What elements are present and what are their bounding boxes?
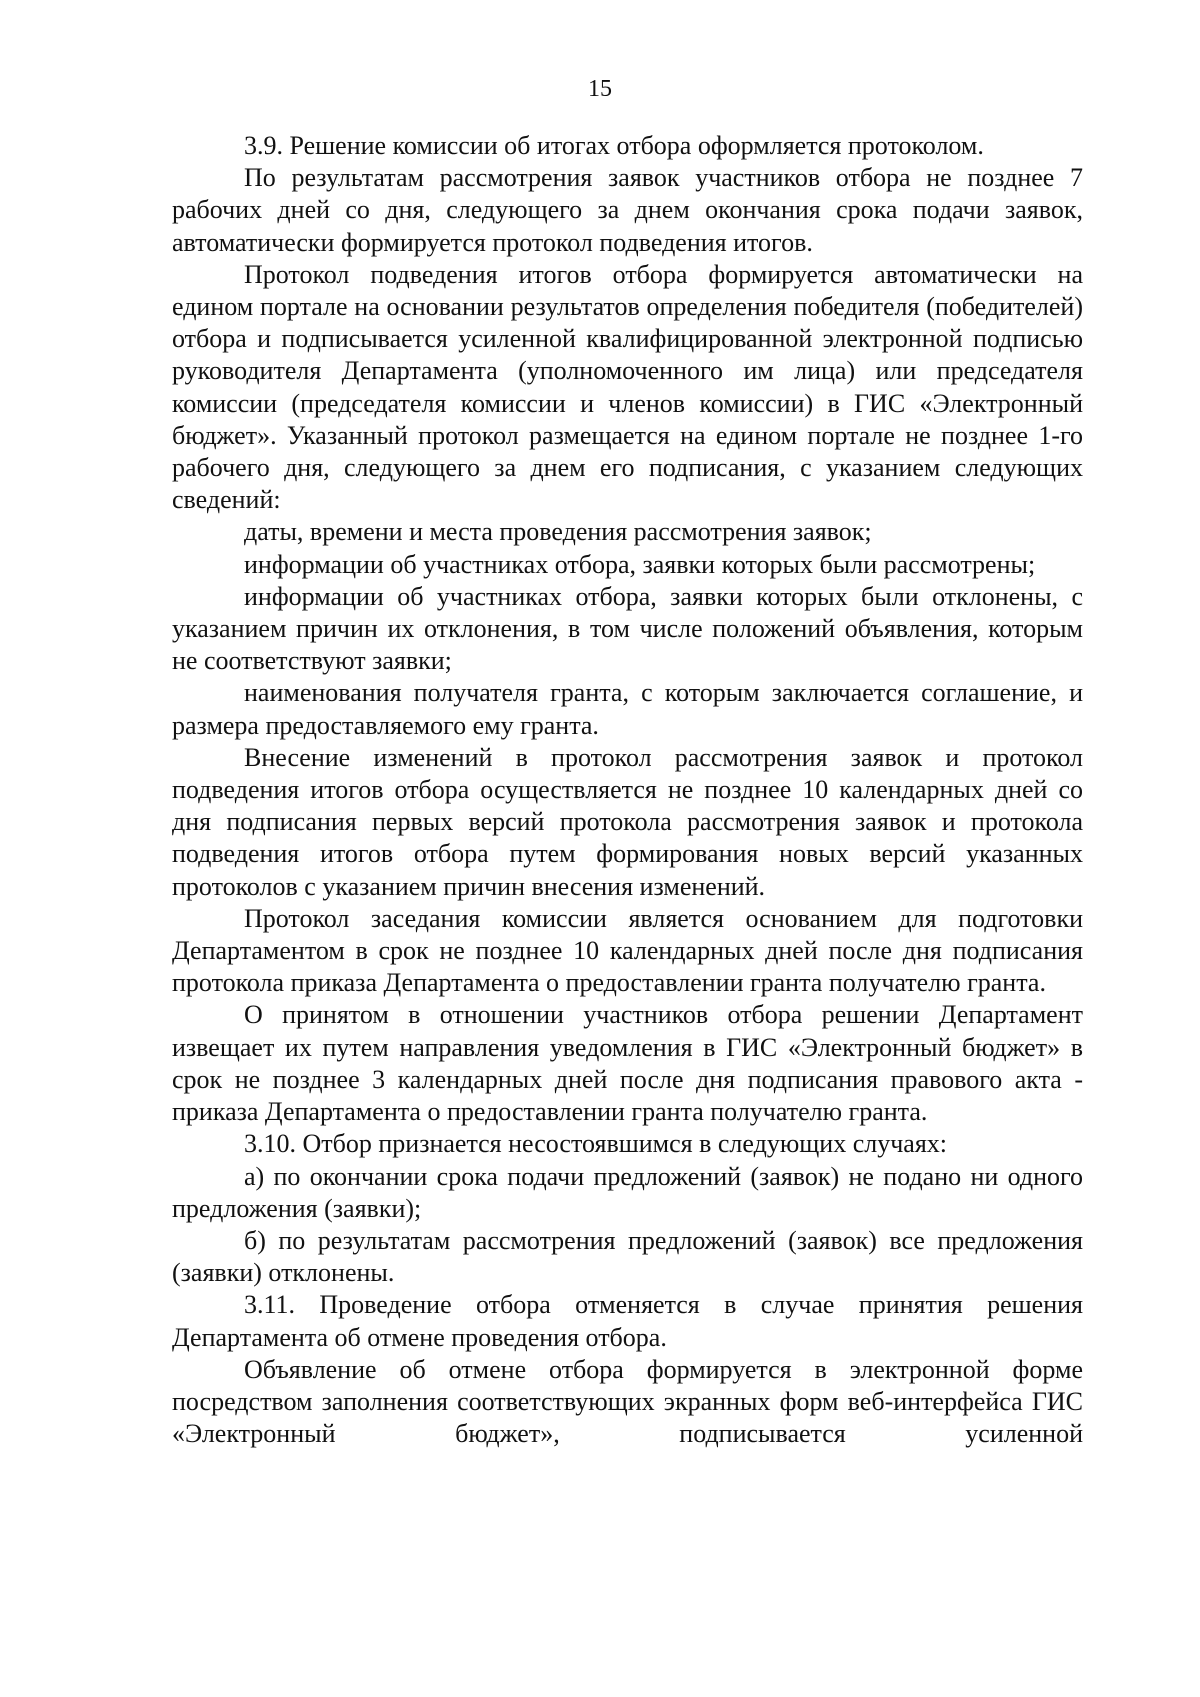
- document-body: [172, 130, 1083, 1450]
- paragraph-protocol-formation: Протокол подведения итогов отбора формируется автоматически на едином портале на основании результатов определения победителя (победителей) отбора и подписывается усиленной квалифицированной электронной подписью руководителя Департамента (уполномоченного им лица) или председателя комиссии (председателя комиссии и членов комиссии) в ГИС «Электронный бюджет». Указанный протокол размещается на едином портале не позднее 1-го рабочего дня, следующего за днем его подписания, с указанием следующих сведений:: [172, 259, 1083, 515]
- paragraph-cancellation-notice: Объявление об отмене отбора формируется в электронной форме посредством заполнения соответствующих экранных форм веб-интерфейса ГИС «Электронный бюджет», подписывается усиленной: [172, 1354, 1083, 1449]
- list-item-rejected-participants: информации об участниках отбора, заявки которых были отклонены, с указанием причин их отклонения, в том числе положений объявления, которым не соответствуют заявки;: [172, 581, 1083, 676]
- paragraph-protocol-changes: Внесение изменений в протокол рассмотрения заявок и протокол подведения итогов отбора осуществляется не позднее 10 календарных дней со дня подписания первых версий протокола рассмотрения заявок и протокола подведения итогов отбора путем формирования новых версий указанных протоколов с указанием причин внесения изменений.: [172, 742, 1083, 901]
- list-item-b: б) по результатам рассмотрения предложений (заявок) все предложения (заявки) отклонены.: [172, 1225, 1083, 1288]
- paragraph-commission-meeting: Протокол заседания комиссии является основанием для подготовки Департаментом в срок не позднее 10 календарных дней после дня подписания протокола приказа Департамента о предоставлении гранта получателю гранта.: [172, 903, 1083, 998]
- paragraph-notification: О принятом в отношении участников отбора решении Департамент извещает их путем направления уведомления в ГИС «Электронный бюджет» в срок не позднее 3 календарных дней после дня подписания правового акта - приказа Департамента о предоставлении гранта получателю гранта.: [172, 1000, 1083, 1127]
- list-item-dates: даты, времени и места проведения рассмотрения заявок;: [244, 517, 872, 547]
- paragraph-3-11: 3.11. Проведение отбора отменяется в случае принятия решения Департамента об отмене проведения отбора.: [172, 1290, 1083, 1352]
- list-item-a: а) по окончании срока подачи предложений (заявок) не подано ни одного предложения (заявки);: [172, 1161, 1083, 1223]
- page-number: 15: [588, 76, 612, 102]
- list-item-grant-recipient: наименования получателя гранта, с которым заключается соглашение, и размера предоставляемого ему гранта.: [172, 678, 1083, 740]
- list-item-reviewed-participants: информации об участниках отбора, заявки которых были рассмотрены;: [244, 549, 1036, 579]
- paragraph-review-results: По результатам рассмотрения заявок участников отбора не позднее 7 рабочих дней со дня, следующего за днем окончания срока подачи заявок, автоматически формируется протокол подведения итогов.: [172, 163, 1083, 257]
- paragraph-3-10: 3.10. Отбор признается несостоявшимся в следующих случаях:: [244, 1129, 948, 1159]
- paragraph-3-9: 3.9. Решение комиссии об итогах отбора оформляется протоколом.: [244, 131, 984, 160]
